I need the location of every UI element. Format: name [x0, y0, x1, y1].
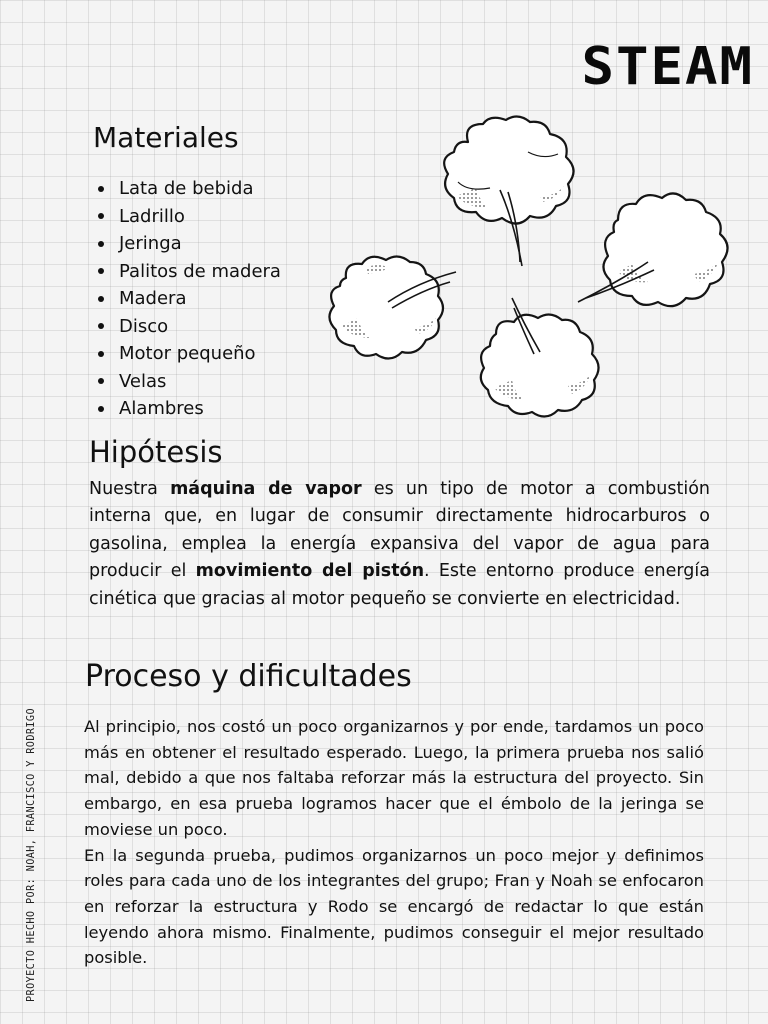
list-item [98, 175, 281, 203]
bullet-icon [98, 213, 104, 219]
bullet-icon [98, 378, 104, 384]
material-label: Madera [119, 288, 187, 309]
material-label: Ladrillo [119, 205, 185, 227]
steam-clouds-icon [318, 112, 748, 427]
materials-list [98, 175, 281, 423]
list-item [98, 340, 281, 368]
material-label: Alambres [119, 398, 204, 419]
hypothesis-heading: Hipótesis [89, 435, 223, 469]
cloud-icon [329, 256, 443, 358]
list-item [98, 395, 281, 423]
hypothesis-bold-steam-engine: máquina de vapor [170, 479, 362, 499]
hypothesis-text-part: es un tipo de motor a combustión interna que, en lugar de consumir directamente hidrocarburos o gasolina, emplea la energía expansiva del vapor de agua para producir el [89, 479, 710, 582]
material-label: Palitos de madera [119, 260, 281, 282]
bullet-icon [98, 241, 104, 247]
process-heading: Proceso y dificultades [85, 659, 412, 694]
bullet-icon [98, 323, 104, 329]
cloud-icon [481, 314, 599, 416]
bullet-icon [98, 268, 104, 274]
list-item [98, 368, 281, 396]
material-label: Velas [119, 370, 167, 392]
material-label: Jeringa [119, 233, 182, 254]
cloud-icon [444, 116, 573, 223]
hypothesis-paragraph [89, 476, 710, 613]
bullet-icon [98, 186, 104, 192]
list-item [98, 258, 281, 286]
bullet-icon [98, 406, 104, 412]
material-label: Disco [119, 315, 169, 337]
bullet-icon [98, 296, 104, 302]
hypothesis-text-part: Nuestra [89, 479, 171, 499]
hypothesis-bold-piston: movimiento del pistón [195, 561, 425, 582]
process-paragraph: En la segunda prueba, pudimos organizarnos un poco mejor y definimos roles para cada uno de los integrantes del grupo; Fran y Noah se enfocaron en reforzar la estructura y Rodo se encargó de redactar lo que están leyendo ahora mismo. Finalmente, pudimos conseguir el mejor resultado posible. [84, 845, 704, 968]
hypothesis-text-part: . Este entorno produce energía cinética que gracias al motor pequeño se convierte en electricidad. [89, 561, 710, 609]
process-paragraph: Al principio, nos costó un poco organizarnos y por ende, tardamos un poco más en obtener el resultado esperado. Luego, la primera prueba nos salió mal, debido a que nos faltaba reforzar más la estructura del proyecto. Sin embargo, en esa prueba logramos hacer que el émbolo de la jeringa se moviese un poco. [84, 717, 704, 839]
bullet-icon [98, 351, 104, 357]
materials-heading: Materiales [93, 121, 239, 154]
process-body [84, 714, 704, 971]
list-item [98, 203, 281, 231]
list-item [98, 313, 281, 341]
steam-logo: STEAM [581, 36, 754, 97]
list-item [98, 285, 281, 313]
material-label: Lata de bebida [119, 178, 254, 199]
cloud-icon [603, 193, 727, 306]
material-label: Motor pequeño [119, 343, 256, 364]
list-item [98, 230, 281, 258]
project-credit: PROYECTO HECHO POR: NOAH, FRANCISCO Y RODRIGO [26, 707, 37, 1002]
